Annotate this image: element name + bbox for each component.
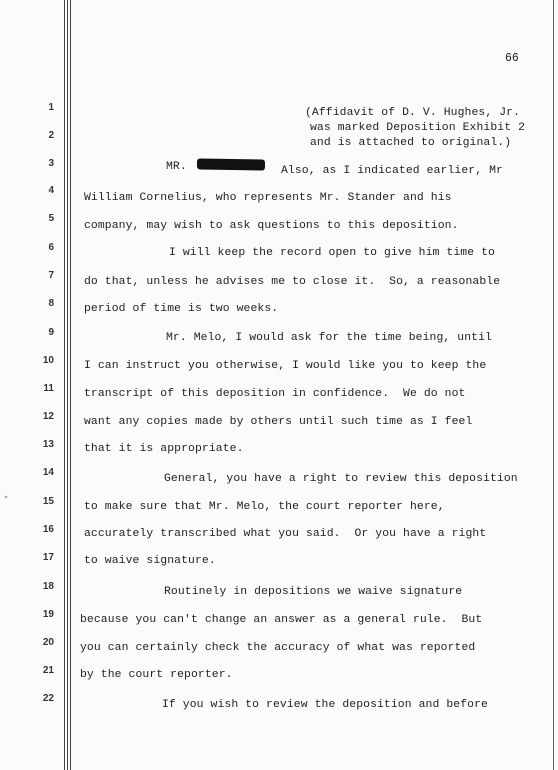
line-number: 22	[42, 693, 54, 704]
transcript-line: that it is appropriate.	[84, 443, 244, 455]
line-number: 6	[48, 242, 54, 253]
transcript-line: because you can't change an answer as a general rule. But	[80, 614, 483, 626]
line-number: 21	[42, 665, 54, 676]
transcript-line: If you wish to review the deposition and before	[162, 699, 488, 711]
line-number: 12	[42, 411, 54, 422]
line-number: 4	[48, 185, 54, 196]
transcript-line: to waive signature.	[84, 555, 216, 567]
transcript-line: William Cornelius, who represents Mr. Stander and his	[84, 192, 452, 204]
transcript-line: by the court reporter.	[80, 669, 233, 681]
line-number: 5	[48, 213, 54, 224]
line-number: 17	[42, 552, 54, 563]
transcript-line: Also, as I indicated earlier, Mr	[281, 165, 503, 177]
line-number: 11	[43, 383, 54, 394]
speaker-label: MR.	[166, 161, 187, 173]
line-number: 15	[42, 496, 54, 507]
line-number: 3	[48, 158, 54, 169]
line-number: 10	[42, 355, 54, 366]
line-number: 9	[48, 327, 54, 338]
margin-rule	[67, 0, 68, 770]
transcript-line: Mr. Melo, I would ask for the time being, until	[166, 332, 492, 344]
parenthetical-line: was marked Deposition Exhibit 2	[310, 122, 526, 134]
right-margin-rule	[553, 0, 554, 770]
transcript-line: General, you have a right to review this deposition	[164, 473, 518, 485]
line-number: 7	[48, 270, 54, 281]
transcript-line: company, may wish to ask questions to this deposition.	[84, 220, 459, 232]
line-number: 2	[48, 130, 54, 141]
redaction-bar	[197, 158, 265, 170]
line-number: 13	[42, 439, 54, 450]
line-number: 18	[42, 581, 54, 592]
line-number: 8	[48, 298, 54, 309]
transcript-line: you can certainly check the accuracy of what was reported	[80, 642, 476, 654]
line-number: 1	[48, 102, 54, 113]
transcript-line: accurately transcribed what you said. Or you have a right	[84, 528, 487, 540]
parenthetical-line: and is attached to original.)	[310, 137, 512, 149]
line-number: 19	[42, 609, 54, 620]
transcript-line: do that, unless he advises me to close it. So, a reasonable	[84, 276, 501, 288]
transcript-line: want any copies made by others until such time as I feel	[84, 416, 473, 428]
transcript-line: transcript of this deposition in confidence. We do not	[84, 388, 466, 400]
line-number: 14	[42, 467, 54, 478]
line-number: 16	[42, 524, 54, 535]
margin-rule	[70, 0, 71, 770]
line-number: 20	[42, 637, 54, 648]
margin-rule	[64, 0, 65, 770]
transcript-line: I will keep the record open to give him time to	[169, 247, 495, 259]
parenthetical-line: (Affidavit of D. V. Hughes, Jr.	[305, 107, 521, 119]
transcript-line: period of time is two weeks.	[84, 303, 279, 315]
transcript-line: to make sure that Mr. Melo, the court reporter here,	[84, 501, 445, 513]
page-number: 66	[505, 52, 519, 65]
margin-mark: ▸	[4, 493, 9, 502]
transcript-line: I can instruct you otherwise, I would like you to keep the	[84, 360, 487, 372]
transcript-line: Routinely in depositions we waive signature	[164, 586, 463, 598]
